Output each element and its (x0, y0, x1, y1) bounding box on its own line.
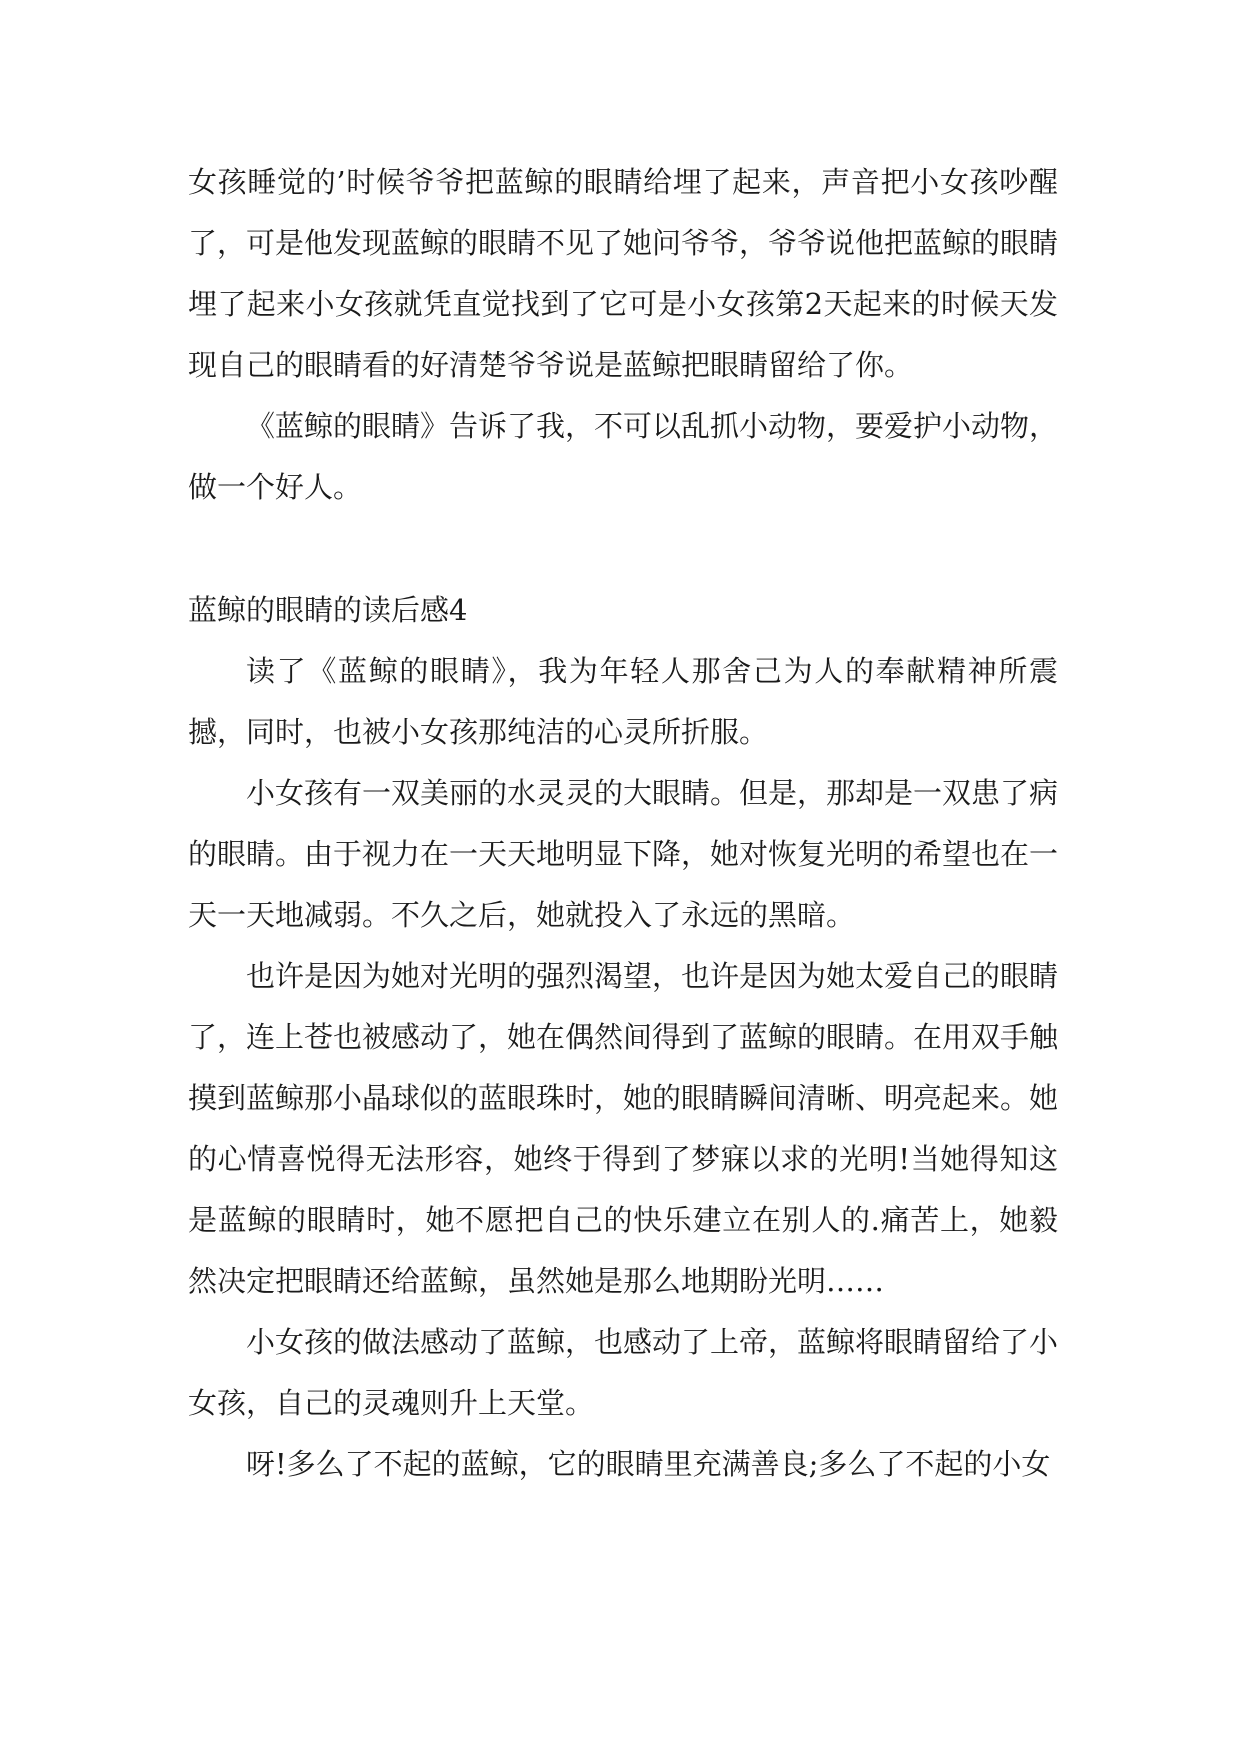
paragraph-continuation: 女孩睡觉的’时候爷爷把蓝鲸的眼睛给埋了起来，声音把小女孩吵醒了，可是他发现蓝鲸的眼睛不见了她问爷爷，爷爷说他把蓝鲸的眼睛埋了起来小女孩就凭直觉找到了它可是小女孩第2天起来的时候天发现自己的眼睛看的好清楚爷爷说是蓝鲸把眼睛留给了你。 (188, 165, 1059, 382)
section-paragraph: 读了《蓝鲸的眼睛》，我为年轻人那舍己为人的奉献精神所震撼，同时，也被小女孩那纯洁的心灵所折服。 (188, 654, 1058, 749)
section-paragraph: 呀!多么了不起的蓝鲸，它的眼睛里充满善良;多么了不起的小女 (246, 1447, 1051, 1481)
section-paragraph: 也许是因为她对光明的强烈渴望，也许是因为她太爱自己的眼睛了，连上苍也被感动了，她在偶然间得到了蓝鲸的眼睛。在用双手触摸到蓝鲸那小晶球似的蓝眼珠时，她的眼睛瞬间清晰、明亮起来。她的心情喜悦得无法形容，她终于得到了梦寐以求的光明!当她得知这是蓝鲸的眼睛时，她不愿把自己的快乐建立在别人的.痛苦上，她毅然决定把眼睛还给蓝鲸，虽然她是那么地期盼光明…… (188, 959, 1059, 1298)
document-body (188, 152, 1058, 1495)
section-paragraph: 小女孩的做法感动了蓝鲸，也感动了上帝，蓝鲸将眼睛留给了小女孩，自己的灵魂则升上天堂。 (188, 1325, 1059, 1420)
section-paragraph: 小女孩有一双美丽的水灵灵的大眼睛。但是，那却是一双患了病的眼睛。由于视力在一天天地明显下降，她对恢复光明的希望也在一天一天地减弱。不久之后，她就投入了永远的黑暗。 (188, 776, 1059, 932)
section-heading: 蓝鲸的眼睛的读后感4 (188, 593, 468, 627)
paragraph-conclusion: 《蓝鲸的眼睛》告诉了我，不可以乱抓小动物，要爱护小动物，做一个好人。 (188, 409, 1059, 504)
